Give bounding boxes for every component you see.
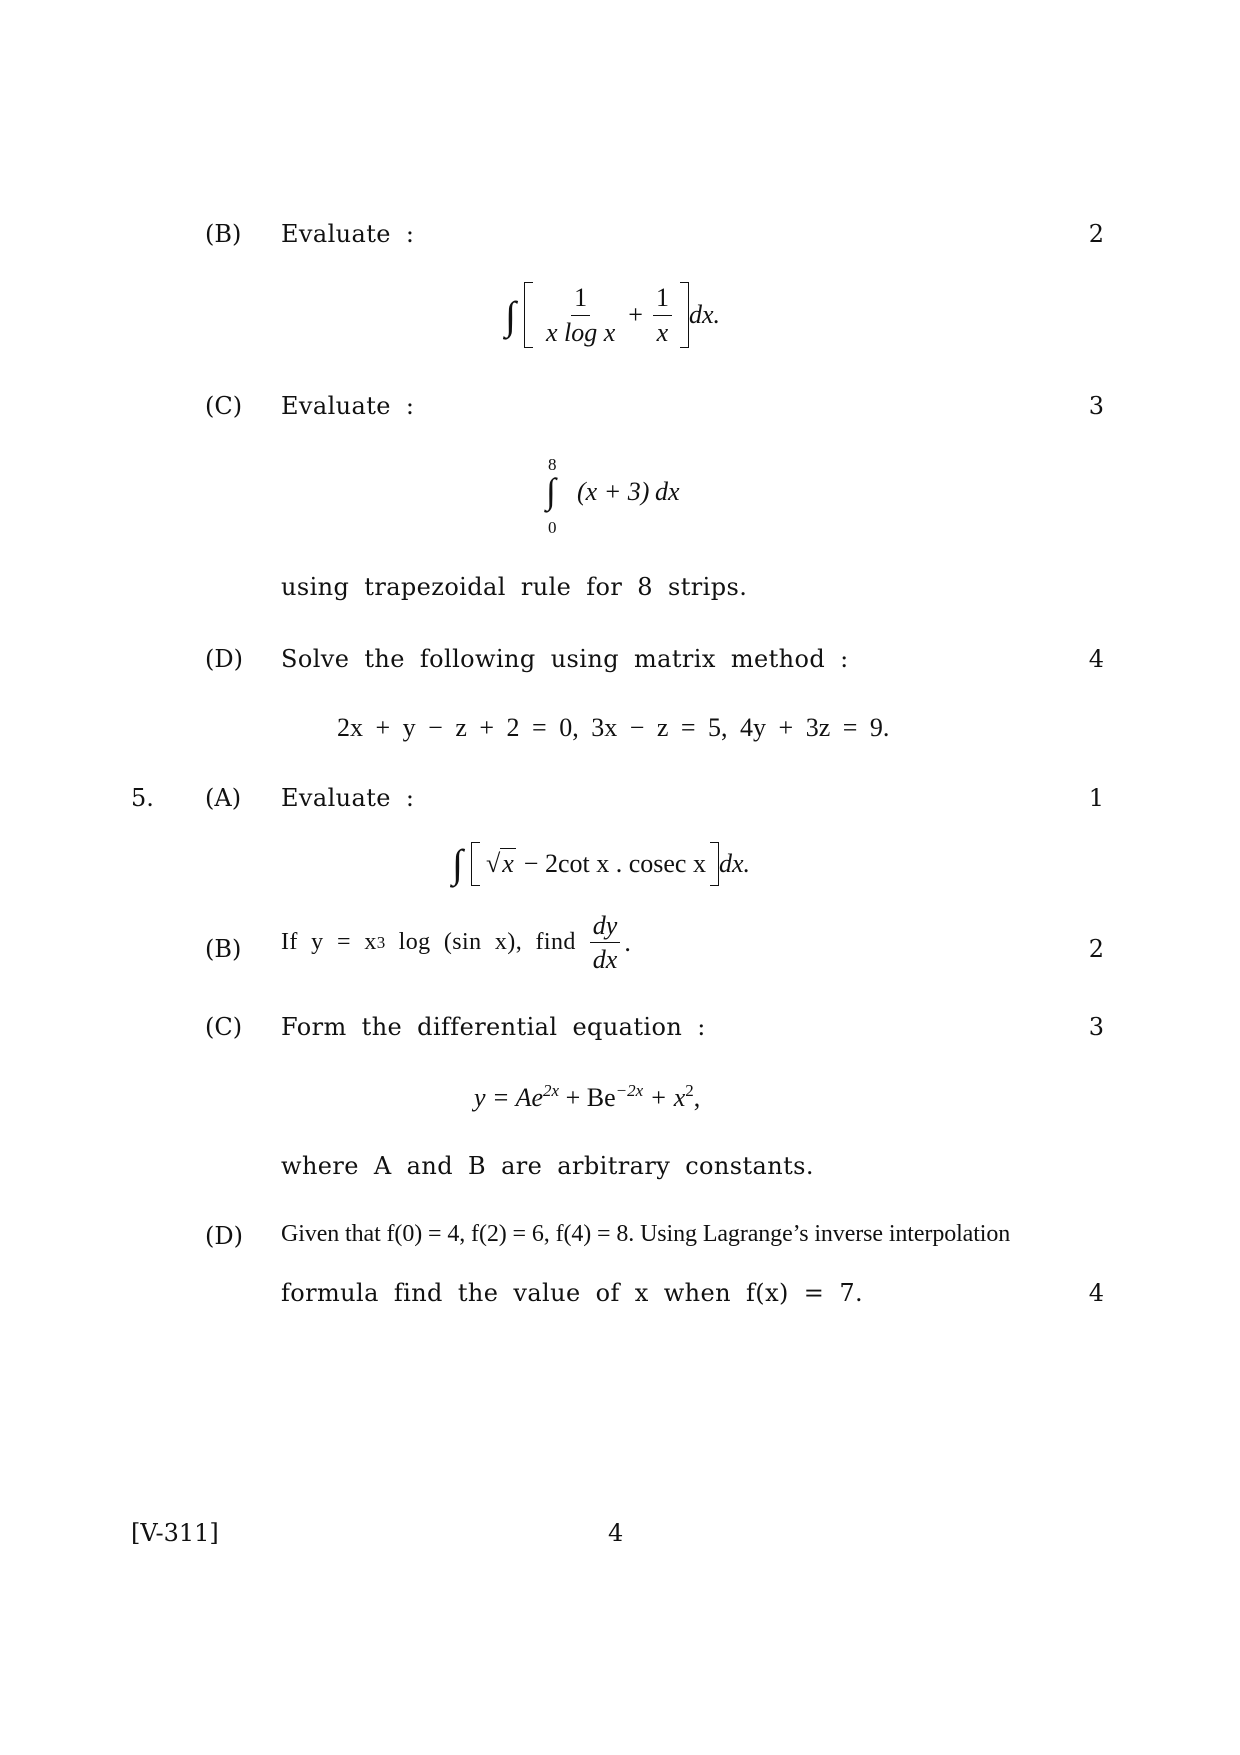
- exponent-3: 2: [685, 1081, 694, 1100]
- q5d-line-1: Given that f(0) = 4, f(2) = 6, f(4) = 8. Using Lagrange’s inverse interpolation: [281, 1221, 1011, 1247]
- paper-code: [V-311]: [131, 1519, 219, 1547]
- derivative-denominator: dx: [592, 945, 618, 975]
- q4c-note: using trapezoidal rule for 8 strips.: [281, 573, 748, 601]
- radicand: x: [502, 848, 514, 878]
- expression-rest: − 2cot x . cosec x: [523, 848, 706, 878]
- left-bracket: [524, 282, 533, 348]
- fraction-2-numerator: 1: [653, 284, 672, 315]
- exponent-2: −2x: [615, 1081, 644, 1100]
- differential: dx: [655, 477, 680, 506]
- q4b-text: Evaluate :: [281, 220, 415, 248]
- q4c-text: Evaluate :: [281, 392, 415, 420]
- q4b-integral-expression: [505, 282, 720, 348]
- right-bracket: [680, 282, 689, 348]
- integrand: (x + 3): [577, 477, 650, 506]
- integral-sign: ∫: [452, 841, 463, 886]
- left-bracket: [471, 842, 480, 886]
- q5b-text-prefix: If y = x: [281, 929, 377, 956]
- plus-sign: +: [628, 300, 643, 329]
- fraction-2: [653, 284, 672, 346]
- fraction-2-denominator: x: [656, 317, 669, 347]
- lower-limit: 0: [548, 518, 557, 537]
- q4b-marks: 2: [1088, 220, 1104, 248]
- period: .: [624, 927, 631, 957]
- q5d-marks: 4: [1088, 1279, 1104, 1307]
- differential: dx.: [688, 300, 720, 329]
- q4d-label: (D): [205, 645, 243, 673]
- q4d-equation: 2x + y − z + 2 = 0, 3x − z = 5, 4y + 3z = 9.: [337, 713, 890, 742]
- q5a-integral-expression: [452, 840, 750, 887]
- q4c-label: (C): [205, 392, 243, 420]
- q5c-label: (C): [205, 1013, 243, 1041]
- q5c-equation: [474, 1081, 700, 1113]
- q5a-text: Evaluate :: [281, 784, 415, 812]
- q4d-text: Solve the following using matrix method :: [281, 645, 849, 673]
- upper-limit: 8: [548, 455, 557, 474]
- q5c-note: where A and B are arbitrary constants.: [281, 1152, 814, 1180]
- equation-part-3: + x: [643, 1083, 686, 1112]
- derivative-fraction: [590, 912, 621, 974]
- q5b-question: [281, 912, 631, 974]
- q5b-text-mid: log (sin x), find: [385, 929, 576, 956]
- equation-part-4: ,: [693, 1083, 701, 1112]
- q5a-label: (A): [205, 784, 242, 812]
- q5d-line-2: formula find the value of x when f(x) = 7.: [281, 1279, 864, 1307]
- exponent-1: 2x: [543, 1081, 560, 1100]
- equation-part-1: y = Ae: [474, 1083, 544, 1112]
- equation-part-2: + Be: [559, 1083, 616, 1112]
- q5c-text: Form the differential equation :: [281, 1013, 706, 1041]
- radical-sign: √: [485, 848, 501, 878]
- fraction-1-denominator: x log x: [545, 317, 616, 347]
- derivative-numerator: dy: [590, 912, 621, 943]
- page-number: 4: [608, 1519, 624, 1547]
- differential: dx.: [718, 848, 751, 878]
- q5c-marks: 3: [1088, 1013, 1104, 1041]
- definite-integral-sign: ∫: [546, 471, 556, 511]
- q5d-label: (D): [205, 1222, 243, 1250]
- integral-sign: ∫: [505, 292, 516, 338]
- right-bracket: [710, 842, 719, 886]
- exponent: 3: [376, 932, 386, 952]
- q4c-marks: 3: [1088, 392, 1104, 420]
- q5a-marks: 1: [1088, 784, 1104, 812]
- fraction-1-numerator: 1: [571, 284, 590, 315]
- q5b-label: (B): [205, 935, 242, 963]
- fraction-1: [543, 284, 618, 346]
- q4d-marks: 4: [1088, 645, 1104, 673]
- q5-number: 5.: [131, 784, 154, 812]
- q4b-label: (B): [205, 220, 242, 248]
- square-root: [486, 849, 516, 879]
- q5b-marks: 2: [1088, 935, 1104, 963]
